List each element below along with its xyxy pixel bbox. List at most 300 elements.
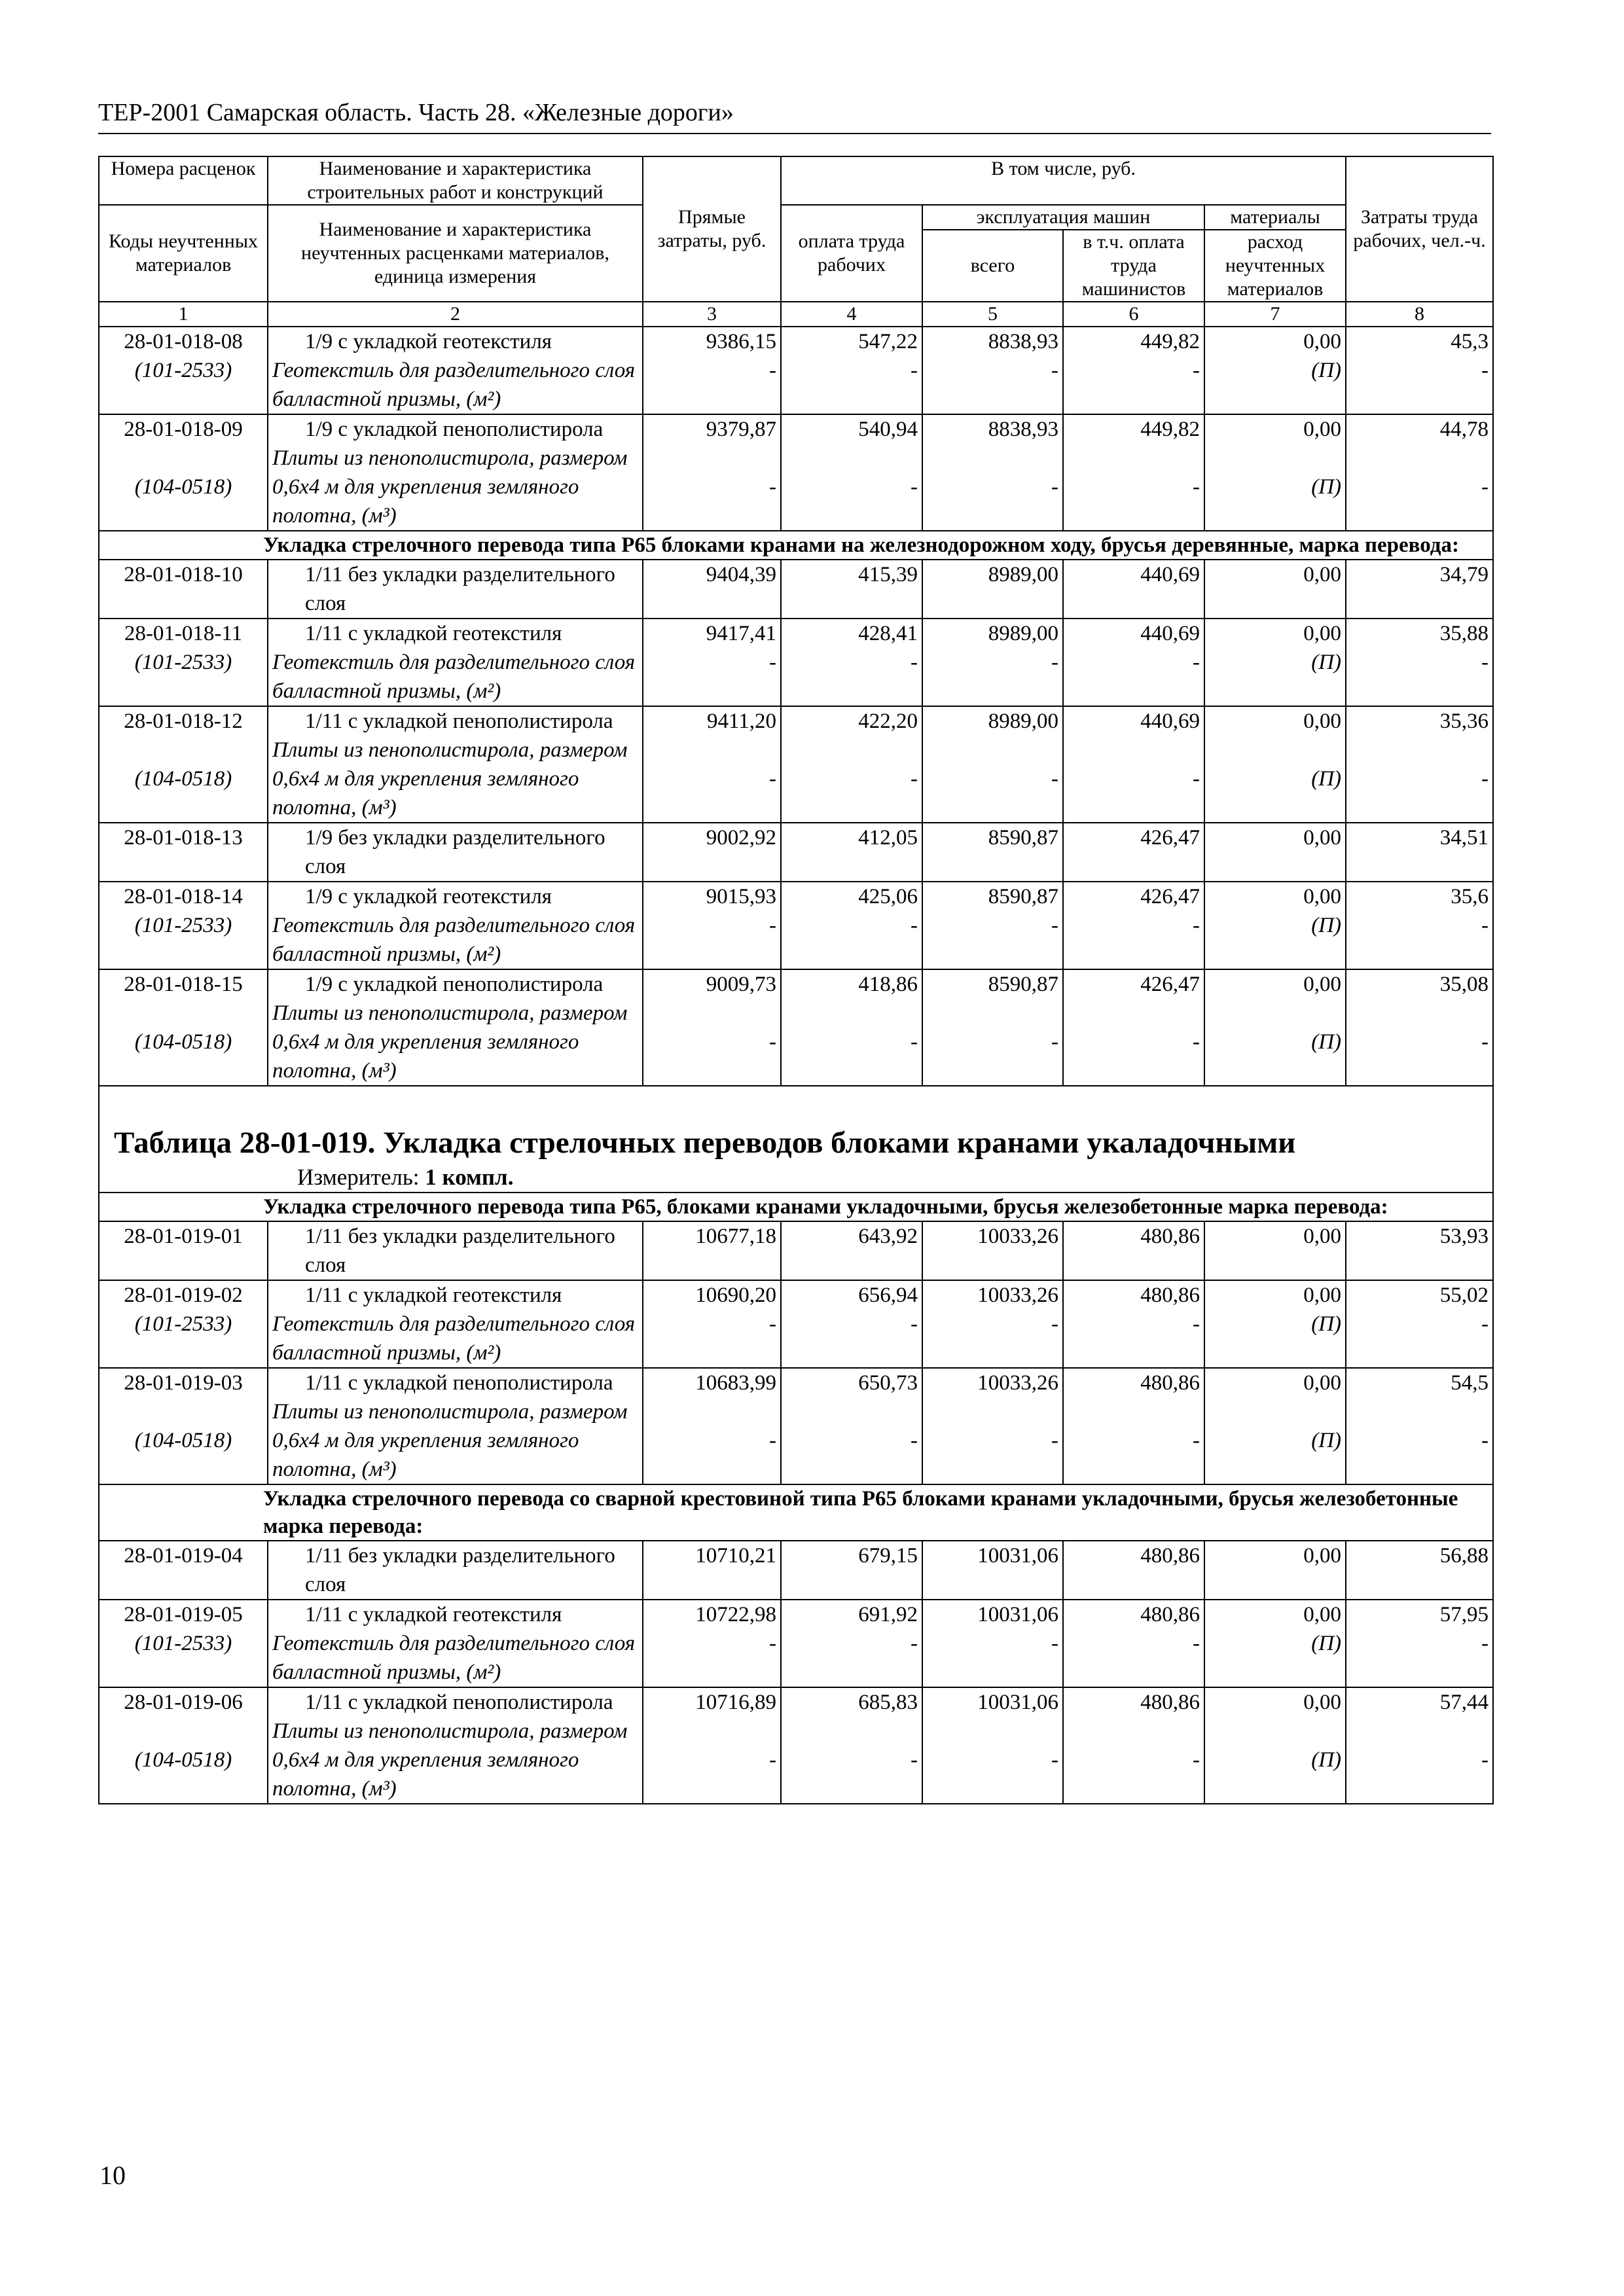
rate-name-cell xyxy=(268,1541,643,1600)
rate-row xyxy=(99,560,1493,619)
section-heading: Укладка стрелочного перевода типа Р65 блоками кранами на железнодорожном ходу, брусья деревянные, марка перевода: xyxy=(99,531,1493,560)
spacer xyxy=(785,1717,918,1746)
rate-name-cell xyxy=(268,1687,643,1804)
rate-row xyxy=(99,969,1493,1086)
column-index: 7 xyxy=(1204,302,1346,327)
material-code: (101-2533) xyxy=(134,1632,232,1655)
machines-total-cell xyxy=(922,882,1063,969)
material-labor-hours: - xyxy=(1481,1312,1489,1336)
operator-wages-cell xyxy=(1063,969,1204,1086)
material-wages: - xyxy=(911,767,918,791)
operator-wages-cell xyxy=(1063,619,1204,706)
rate-code: 28-01-018-11 xyxy=(124,622,243,645)
rate-code-cell xyxy=(99,1221,268,1280)
material-name: Геотекстиль для разделительного слоя балластной призмы, (м²) xyxy=(272,1312,636,1365)
spacer xyxy=(103,736,263,764)
spacer xyxy=(1068,736,1200,764)
operator-wages-cell xyxy=(1063,1280,1204,1368)
material-name: Плиты из пенополистирола, размером 0,6х4 м для укрепления земляного полотна, (м³) xyxy=(272,1719,628,1801)
material-name: Плиты из пенополистирола, размером 0,6х4 м для укрепления земляного полотна, (м³) xyxy=(272,446,628,528)
wages: 679,15 xyxy=(858,1544,918,1568)
wages: 412,05 xyxy=(858,826,918,850)
rate-code-cell xyxy=(99,1687,268,1804)
material-consumption-cell xyxy=(1204,1600,1346,1687)
wages: 650,73 xyxy=(858,1371,918,1395)
machines-total-cell xyxy=(922,327,1063,414)
spacer xyxy=(927,1717,1058,1746)
wages-cell xyxy=(781,1687,922,1804)
spacer xyxy=(1209,1397,1341,1426)
direct-costs-cell xyxy=(643,414,781,531)
material-material-consumption: (П) xyxy=(1311,651,1342,674)
rate-row xyxy=(99,823,1493,882)
material-name: Геотекстиль для разделительного слоя балластной призмы, (м²) xyxy=(272,914,636,966)
material-consumption-cell xyxy=(1204,327,1346,414)
spacer xyxy=(1068,1397,1200,1426)
labor-hours-cell xyxy=(1346,1280,1493,1368)
material-labor-hours: - xyxy=(1481,1429,1489,1452)
wages-cell xyxy=(781,1541,922,1600)
direct-costs: 9417,41 xyxy=(706,622,776,645)
material-operator-wages: - xyxy=(1193,914,1200,937)
labor-hours: 34,79 xyxy=(1439,563,1489,586)
material-consumption-cell xyxy=(1204,1687,1346,1804)
spacer xyxy=(785,999,918,1028)
material-consumption: 0,00 xyxy=(1303,563,1342,586)
column-index-row xyxy=(99,302,1493,327)
material-consumption: 0,00 xyxy=(1303,1544,1342,1568)
material-consumption: 0,00 xyxy=(1303,826,1342,850)
rate-name-cell xyxy=(268,1221,643,1280)
material-code: (101-2533) xyxy=(134,359,232,382)
material-direct-costs: - xyxy=(769,767,776,791)
material-consumption: 0,00 xyxy=(1303,1283,1342,1307)
rate-name-cell xyxy=(268,619,643,706)
material-labor-hours: - xyxy=(1481,767,1489,791)
wages: 425,06 xyxy=(858,885,918,908)
material-consumption: 0,00 xyxy=(1303,1691,1342,1714)
direct-costs: 9009,73 xyxy=(706,973,776,996)
direct-costs-cell xyxy=(643,1687,781,1804)
column-index: 8 xyxy=(1346,302,1493,327)
labor-hours: 54,5 xyxy=(1451,1371,1489,1395)
rate-code: 28-01-018-13 xyxy=(124,826,243,850)
running-header: ТЕР-2001 Самарская область. Часть 28. «Железные дороги» xyxy=(98,99,734,126)
spacer xyxy=(927,1397,1058,1426)
wages-cell xyxy=(781,619,922,706)
material-wages: - xyxy=(911,1030,918,1054)
page-number: 10 xyxy=(99,2161,126,2190)
rate-name-cell xyxy=(268,1280,643,1368)
direct-costs: 9015,93 xyxy=(706,885,776,908)
rate-name: 1/9 без укладки разделительного слоя xyxy=(305,826,605,878)
material-labor-hours: - xyxy=(1481,475,1489,499)
direct-costs-cell xyxy=(643,1368,781,1484)
direct-costs: 9386,15 xyxy=(706,330,776,353)
machines-total-cell xyxy=(922,706,1063,823)
material-name: Плиты из пенополистирола, размером 0,6х4 м для укрепления земляного полотна, (м³) xyxy=(272,1001,628,1083)
material-wages: - xyxy=(911,359,918,382)
header-row-2 xyxy=(99,205,1493,230)
spacer xyxy=(647,1397,776,1426)
rate-code: 28-01-019-05 xyxy=(124,1603,243,1626)
spacer xyxy=(1209,444,1341,473)
material-consumption: 0,00 xyxy=(1303,973,1342,996)
material-machines-total: - xyxy=(1051,359,1058,382)
wages: 428,41 xyxy=(858,622,918,645)
operator-wages: 449,82 xyxy=(1140,418,1200,441)
spacer xyxy=(647,1717,776,1746)
machines-total: 10033,26 xyxy=(977,1225,1058,1248)
wages-cell xyxy=(781,969,922,1086)
operator-wages-cell xyxy=(1063,1600,1204,1687)
operator-wages: 480,86 xyxy=(1140,1544,1200,1568)
header-row-1 xyxy=(99,156,1493,205)
wages: 656,94 xyxy=(858,1283,918,1307)
rate-name: 1/11 с укладкой пенополистирола xyxy=(305,1691,613,1714)
column-index: 4 xyxy=(781,302,922,327)
rate-row xyxy=(99,1600,1493,1687)
rate-row xyxy=(99,414,1493,531)
gap-row xyxy=(99,1086,1493,1112)
material-direct-costs: - xyxy=(769,1748,776,1772)
rate-code: 28-01-018-12 xyxy=(124,709,243,733)
direct-costs: 10677,18 xyxy=(695,1225,776,1248)
material-material-consumption: (П) xyxy=(1311,475,1342,499)
rate-name: 1/9 с укладкой геотекстиля xyxy=(305,330,552,353)
material-consumption-cell xyxy=(1204,560,1346,619)
rate-code-cell xyxy=(99,1280,268,1368)
material-consumption: 0,00 xyxy=(1303,1603,1342,1626)
material-consumption-cell xyxy=(1204,882,1346,969)
rate-code: 28-01-018-14 xyxy=(124,885,243,908)
rate-row xyxy=(99,882,1493,969)
spacer xyxy=(785,736,918,764)
machines-total-cell xyxy=(922,560,1063,619)
spacer xyxy=(1350,444,1489,473)
labor-hours-cell xyxy=(1346,882,1493,969)
operator-wages-cell xyxy=(1063,1221,1204,1280)
material-consumption-cell xyxy=(1204,414,1346,531)
spacer xyxy=(927,444,1058,473)
machines-total-cell xyxy=(922,1687,1063,1804)
rate-code: 28-01-018-08 xyxy=(124,330,243,353)
labor-hours: 53,93 xyxy=(1439,1225,1489,1248)
direct-costs: 10683,99 xyxy=(695,1371,776,1395)
machines-total: 10031,06 xyxy=(977,1544,1058,1568)
material-code: (104-0518) xyxy=(134,1748,232,1772)
machines-total-cell xyxy=(922,1280,1063,1368)
operator-wages: 426,47 xyxy=(1140,973,1200,996)
machines-total: 8590,87 xyxy=(988,973,1058,996)
spacer xyxy=(785,444,918,473)
material-labor-hours: - xyxy=(1481,1030,1489,1054)
rate-name-cell xyxy=(268,823,643,882)
material-labor-hours: - xyxy=(1481,1632,1489,1655)
operator-wages-cell xyxy=(1063,823,1204,882)
labor-hours-cell xyxy=(1346,1600,1493,1687)
header-machines: эксплуатация машин xyxy=(922,205,1204,230)
wages-cell xyxy=(781,1280,922,1368)
operator-wages: 480,86 xyxy=(1140,1371,1200,1395)
table-title: Таблица 28-01-019. Укладка стрелочных переводов блоками кранами укаладочными xyxy=(114,1126,1296,1160)
wages-cell xyxy=(781,1368,922,1484)
rate-code-cell xyxy=(99,969,268,1086)
rate-code-cell xyxy=(99,882,268,969)
material-consumption: 0,00 xyxy=(1303,1225,1342,1248)
direct-costs-cell xyxy=(643,1280,781,1368)
column-index: 5 xyxy=(922,302,1063,327)
labor-hours: 35,6 xyxy=(1451,885,1489,908)
rate-name: 1/11 без укладки разделительного слоя xyxy=(305,1544,615,1596)
material-wages: - xyxy=(911,475,918,499)
labor-hours: 55,02 xyxy=(1439,1283,1489,1307)
material-material-consumption: (П) xyxy=(1311,359,1342,382)
labor-hours-cell xyxy=(1346,706,1493,823)
wages-cell xyxy=(781,414,922,531)
material-direct-costs: - xyxy=(769,359,776,382)
material-name: Геотекстиль для разделительного слоя балластной призмы, (м²) xyxy=(272,651,636,703)
material-operator-wages: - xyxy=(1193,475,1200,499)
operator-wages: 440,69 xyxy=(1140,563,1200,586)
labor-hours-cell xyxy=(1346,1368,1493,1484)
header-wages: оплата труда рабочих xyxy=(781,205,922,302)
material-direct-costs: - xyxy=(769,1429,776,1452)
material-consumption: 0,00 xyxy=(1303,622,1342,645)
labor-hours: 45,3 xyxy=(1451,330,1489,353)
machines-total: 10031,06 xyxy=(977,1603,1058,1626)
rates-table xyxy=(98,156,1494,1804)
wages-cell xyxy=(781,823,922,882)
material-code: (104-0518) xyxy=(134,767,232,791)
wages-cell xyxy=(781,882,922,969)
table-title-cell xyxy=(99,1112,1493,1193)
material-consumption-cell xyxy=(1204,823,1346,882)
material-machines-total: - xyxy=(1051,1748,1058,1772)
material-name: Геотекстиль для разделительного слоя балластной призмы, (м²) xyxy=(272,1632,636,1684)
direct-costs-cell xyxy=(643,619,781,706)
spacer xyxy=(647,736,776,764)
rate-row xyxy=(99,327,1493,414)
operator-wages: 480,86 xyxy=(1140,1603,1200,1626)
spacer xyxy=(1350,736,1489,764)
labor-hours-cell xyxy=(1346,619,1493,706)
operator-wages: 426,47 xyxy=(1140,885,1200,908)
direct-costs-cell xyxy=(643,1600,781,1687)
direct-costs: 9379,87 xyxy=(706,418,776,441)
labor-hours: 44,78 xyxy=(1439,418,1489,441)
material-code: (101-2533) xyxy=(134,651,232,674)
material-name: Плиты из пенополистирола, размером 0,6х4 м для укрепления земляного полотна, (м³) xyxy=(272,738,628,819)
direct-costs: 9002,92 xyxy=(706,826,776,850)
spacer xyxy=(1068,444,1200,473)
rate-code: 28-01-019-06 xyxy=(124,1691,243,1714)
machines-total-cell xyxy=(922,619,1063,706)
rate-code-cell xyxy=(99,706,268,823)
material-material-consumption: (П) xyxy=(1311,1030,1342,1054)
machines-total: 8838,93 xyxy=(988,418,1058,441)
material-material-consumption: (П) xyxy=(1311,1748,1342,1772)
material-labor-hours: - xyxy=(1481,359,1489,382)
machines-total-cell xyxy=(922,969,1063,1086)
machines-total: 8590,87 xyxy=(988,885,1058,908)
machines-total-cell xyxy=(922,414,1063,531)
rate-row xyxy=(99,619,1493,706)
labor-hours-cell xyxy=(1346,327,1493,414)
rate-code: 28-01-019-02 xyxy=(124,1283,243,1307)
rate-row xyxy=(99,1368,1493,1484)
direct-costs: 10716,89 xyxy=(695,1691,776,1714)
material-operator-wages: - xyxy=(1193,767,1200,791)
machines-total-cell xyxy=(922,1221,1063,1280)
wages: 540,94 xyxy=(858,418,918,441)
operator-wages: 440,69 xyxy=(1140,709,1200,733)
direct-costs-cell xyxy=(643,882,781,969)
gap-cell xyxy=(99,1086,1493,1112)
material-direct-costs: - xyxy=(769,475,776,499)
material-direct-costs: - xyxy=(769,651,776,674)
rate-code-cell xyxy=(99,619,268,706)
rate-name-cell xyxy=(268,969,643,1086)
material-consumption-cell xyxy=(1204,1541,1346,1600)
rate-code: 28-01-018-09 xyxy=(124,418,243,441)
spacer xyxy=(103,1397,263,1426)
section-row xyxy=(99,1193,1493,1221)
material-consumption: 0,00 xyxy=(1303,330,1342,353)
labor-hours-cell xyxy=(1346,969,1493,1086)
rate-code-cell xyxy=(99,414,268,531)
spacer xyxy=(647,999,776,1028)
labor-hours-cell xyxy=(1346,1221,1493,1280)
rate-name-cell xyxy=(268,327,643,414)
machines-total-cell xyxy=(922,1541,1063,1600)
machines-total: 8989,00 xyxy=(988,563,1058,586)
rate-row xyxy=(99,706,1493,823)
machines-total: 8989,00 xyxy=(988,622,1058,645)
material-direct-costs: - xyxy=(769,914,776,937)
header-material-consumption: расход неучтенных материалов xyxy=(1204,230,1346,302)
material-consumption-cell xyxy=(1204,619,1346,706)
header-material-codes: Коды неучтенных материалов xyxy=(99,205,268,302)
table-title-row xyxy=(99,1112,1493,1193)
header-labor-hours: Затраты труда рабочих, чел.-ч. xyxy=(1346,156,1493,302)
rate-name: 1/11 с укладкой пенополистирола xyxy=(305,1371,613,1395)
operator-wages-cell xyxy=(1063,1687,1204,1804)
direct-costs: 10690,20 xyxy=(695,1283,776,1307)
material-machines-total: - xyxy=(1051,1429,1058,1452)
labor-hours: 35,88 xyxy=(1439,622,1489,645)
material-direct-costs: - xyxy=(769,1312,776,1336)
spacer xyxy=(785,1397,918,1426)
rate-name: 1/11 без укладки разделительного слоя xyxy=(305,563,615,615)
rate-code: 28-01-018-15 xyxy=(124,973,243,996)
rate-code-cell xyxy=(99,1541,268,1600)
material-consumption-cell xyxy=(1204,969,1346,1086)
direct-costs: 10722,98 xyxy=(695,1603,776,1626)
spacer xyxy=(1068,999,1200,1028)
wages: 643,92 xyxy=(858,1225,918,1248)
material-wages: - xyxy=(911,1312,918,1336)
operator-wages: 480,86 xyxy=(1140,1283,1200,1307)
direct-costs-cell xyxy=(643,969,781,1086)
material-operator-wages: - xyxy=(1193,359,1200,382)
rate-code: 28-01-019-04 xyxy=(124,1544,243,1568)
spacer xyxy=(927,736,1058,764)
material-code: (104-0518) xyxy=(134,1030,232,1054)
direct-costs: 9404,39 xyxy=(706,563,776,586)
operator-wages: 449,82 xyxy=(1140,330,1200,353)
labor-hours-cell xyxy=(1346,1687,1493,1804)
direct-costs: 9411,20 xyxy=(706,709,776,733)
material-machines-total: - xyxy=(1051,475,1058,499)
material-consumption: 0,00 xyxy=(1303,709,1342,733)
column-index: 3 xyxy=(643,302,781,327)
rate-name: 1/9 с укладкой геотекстиля xyxy=(305,885,552,908)
material-material-consumption: (П) xyxy=(1311,767,1342,791)
material-machines-total: - xyxy=(1051,1312,1058,1336)
wages-cell xyxy=(781,327,922,414)
measurement-unit xyxy=(114,1163,1489,1192)
wages-cell xyxy=(781,560,922,619)
header-rate-numbers: Номера расценок xyxy=(99,156,268,205)
spacer xyxy=(647,444,776,473)
material-direct-costs: - xyxy=(769,1030,776,1054)
rate-row xyxy=(99,1221,1493,1280)
machines-total: 10031,06 xyxy=(977,1691,1058,1714)
labor-hours-cell xyxy=(1346,823,1493,882)
operator-wages-cell xyxy=(1063,414,1204,531)
direct-costs-cell xyxy=(643,823,781,882)
material-consumption-cell xyxy=(1204,1280,1346,1368)
measurement-unit-value: 1 компл. xyxy=(425,1164,514,1190)
direct-costs-cell xyxy=(643,706,781,823)
machines-total: 8590,87 xyxy=(988,826,1058,850)
header-material-name: Наименование и характеристика неучтенных расценками материалов, единица измерения xyxy=(268,205,643,302)
spacer xyxy=(1209,999,1341,1028)
spacer xyxy=(1350,1397,1489,1426)
operator-wages-cell xyxy=(1063,327,1204,414)
spacer xyxy=(1209,1717,1341,1746)
labor-hours: 57,95 xyxy=(1439,1603,1489,1626)
rate-name: 1/9 с укладкой пенополистирола xyxy=(305,973,604,996)
rate-name: 1/11 с укладкой пенополистирола xyxy=(305,709,613,733)
rate-code-cell xyxy=(99,327,268,414)
rate-name: 1/9 с укладкой пенополистирола xyxy=(305,418,604,441)
material-direct-costs: - xyxy=(769,1632,776,1655)
material-wages: - xyxy=(911,1748,918,1772)
spacer xyxy=(1350,999,1489,1028)
material-consumption-cell xyxy=(1204,1368,1346,1484)
operator-wages: 480,86 xyxy=(1140,1225,1200,1248)
rate-row xyxy=(99,1541,1493,1600)
labor-hours: 56,88 xyxy=(1439,1544,1489,1568)
wages: 691,92 xyxy=(858,1603,918,1626)
rate-code: 28-01-019-01 xyxy=(124,1225,243,1248)
labor-hours: 34,51 xyxy=(1439,826,1489,850)
labor-hours-cell xyxy=(1346,1541,1493,1600)
material-operator-wages: - xyxy=(1193,1632,1200,1655)
material-operator-wages: - xyxy=(1193,1429,1200,1452)
rate-row xyxy=(99,1687,1493,1804)
material-consumption: 0,00 xyxy=(1303,885,1342,908)
labor-hours: 57,44 xyxy=(1439,1691,1489,1714)
material-operator-wages: - xyxy=(1193,1748,1200,1772)
rate-name: 1/11 с укладкой геотекстиля xyxy=(305,1603,562,1626)
section-heading: Укладка стрелочного перевода со сварной крестовиной типа Р65 блоками кранами укладочными, брусья железобетонные марка перевода: xyxy=(99,1484,1493,1541)
wages-cell xyxy=(781,1600,922,1687)
wages: 415,39 xyxy=(858,563,918,586)
material-material-consumption: (П) xyxy=(1311,1632,1342,1655)
